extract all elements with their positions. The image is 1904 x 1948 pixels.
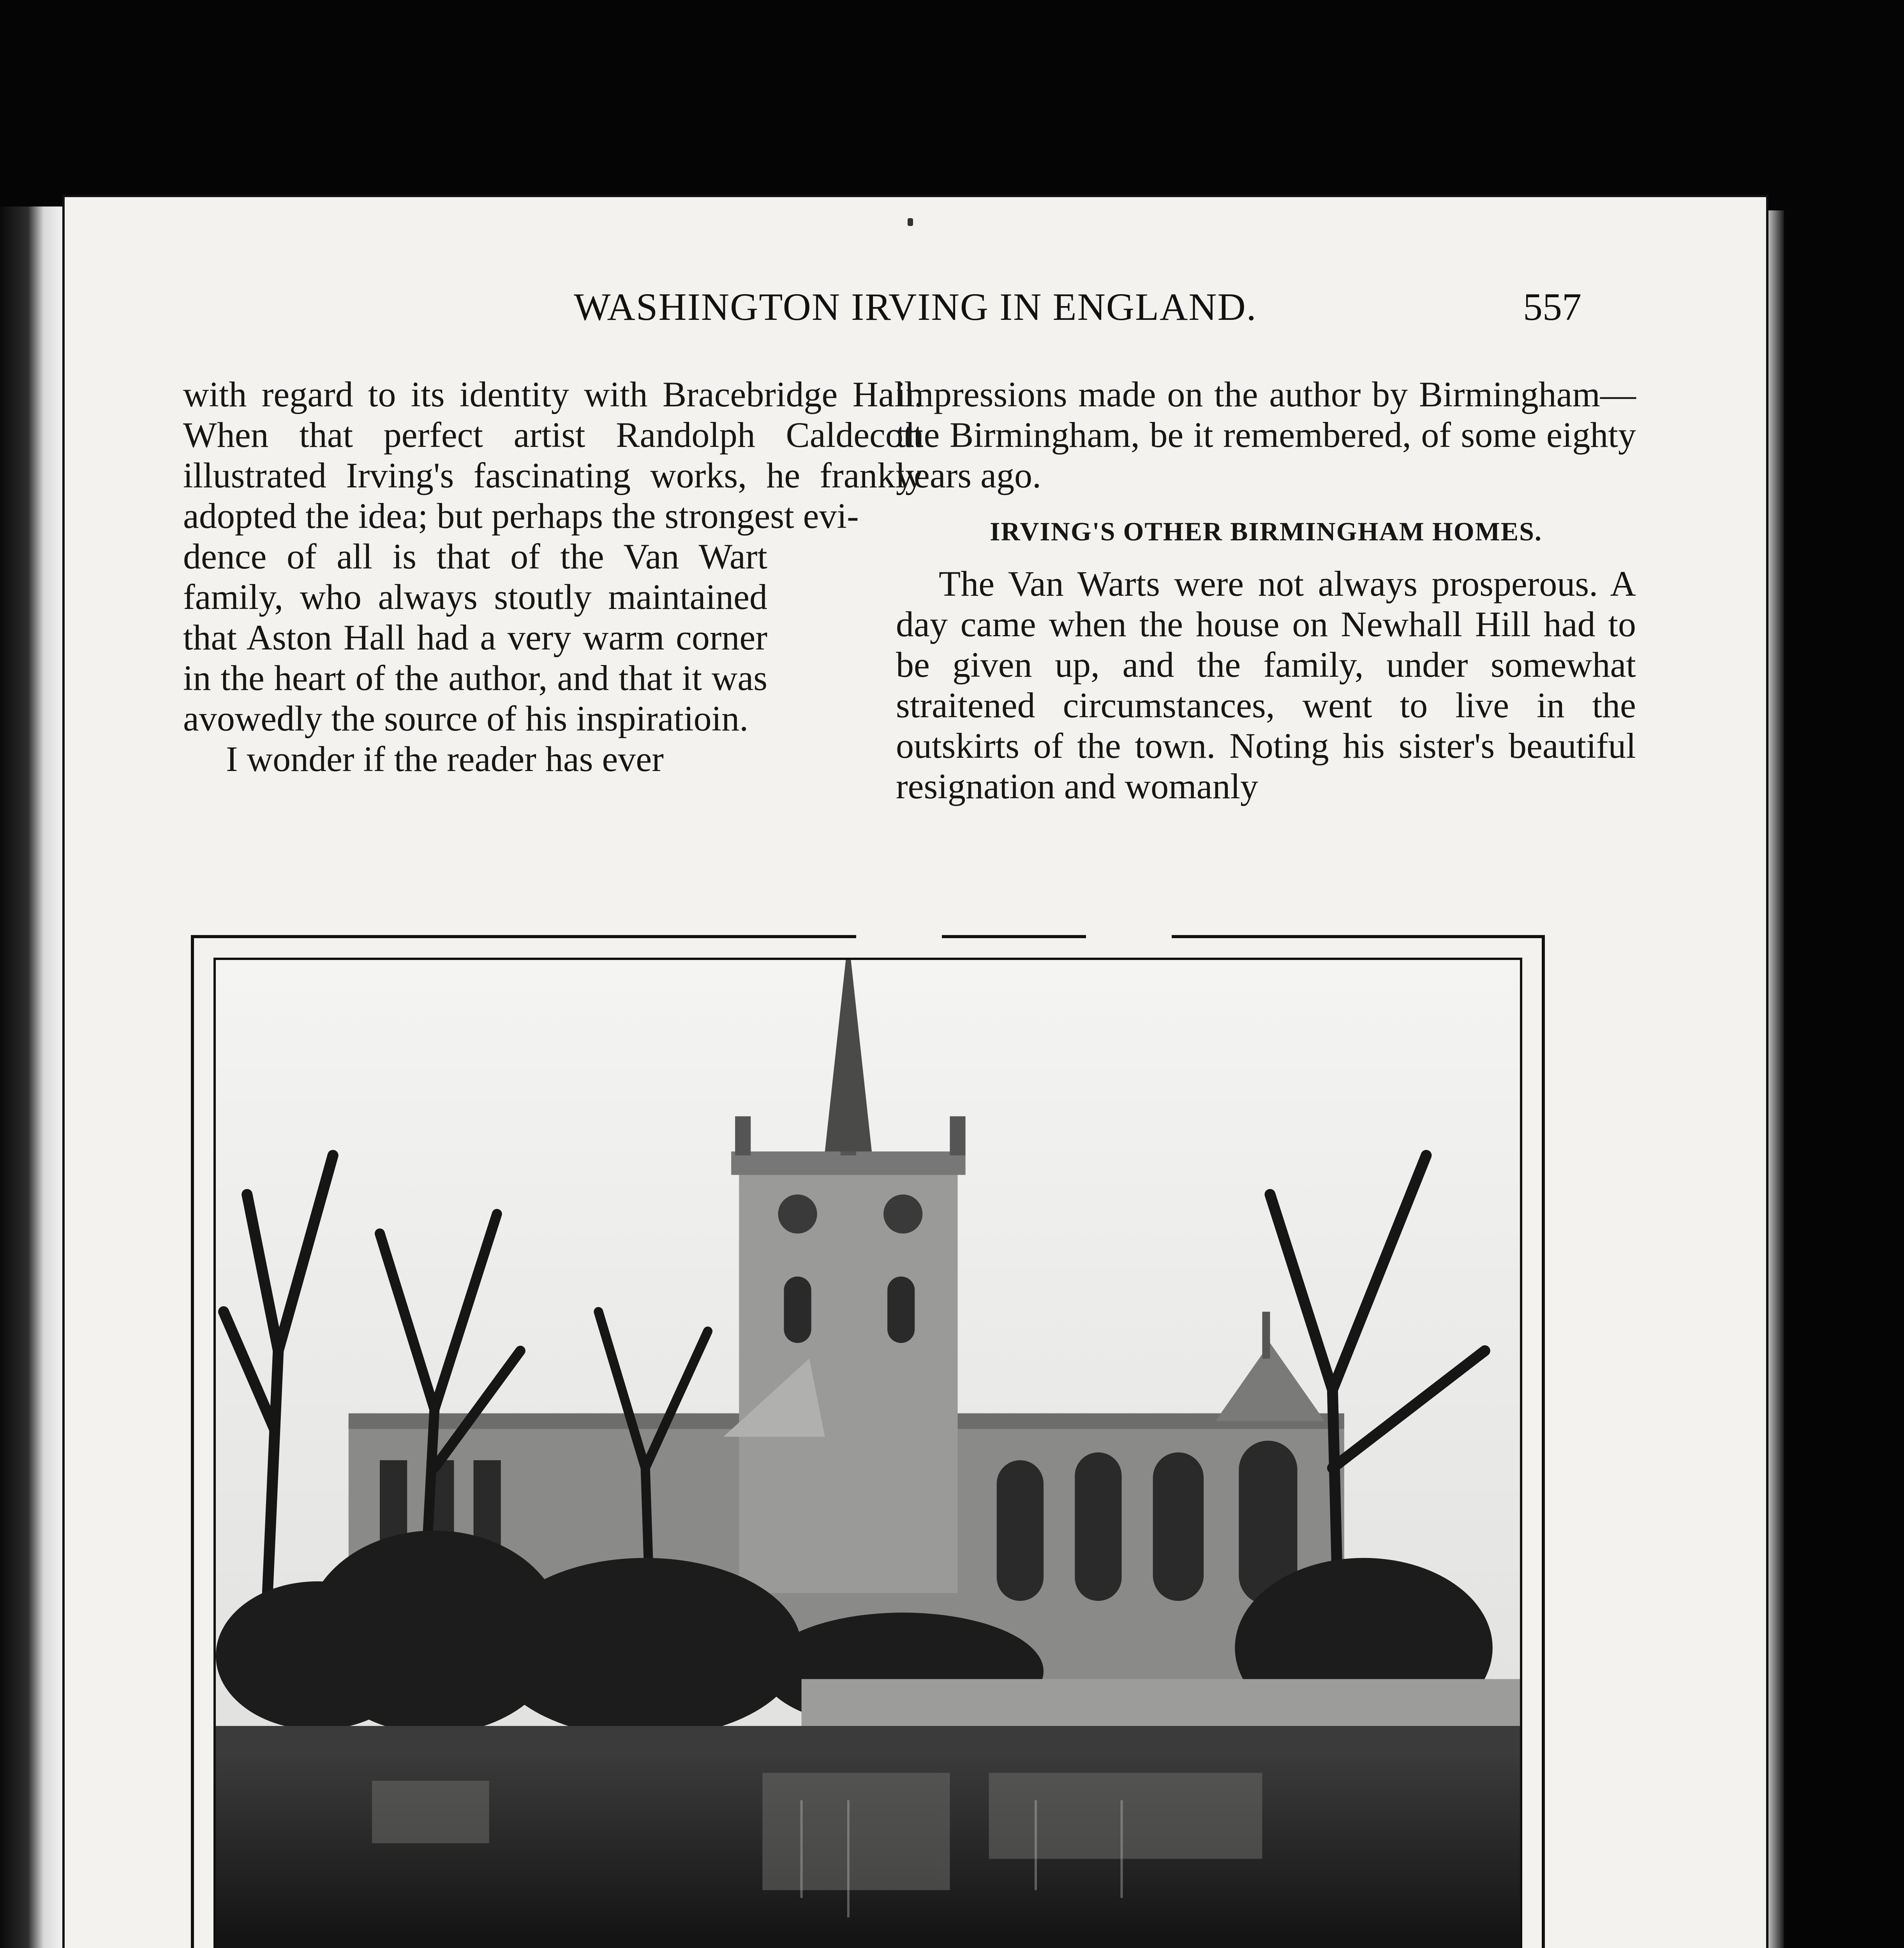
column-right-top (896, 374, 1636, 806)
running-head: WASHINGTON IRVING IN ENGLAND. (574, 285, 1257, 328)
page-speck (908, 218, 913, 226)
frame-break (856, 930, 942, 962)
paragraph: I wonder if the reader has ever (226, 739, 664, 779)
paragraph: The Van Warts were not always prosperous. A day came when the house on Newhall Hill had to be given up, and the family, under somewhat straitened circumstances, went to live in the outskirts of the town. Noting his sister's beautiful resignation and womanly (896, 564, 1636, 806)
church-photograph (216, 960, 1520, 1948)
paragraph: impressions made on the author by Birmingham—the Birmingham, be it remembered, of some eighty years ago. (896, 374, 1636, 495)
book-spine (0, 206, 62, 1948)
paragraph: with regard to its identity with Bracebridge Hall. When that perfect artist Randolph Caldecott illustrated Irving's fascinating works, he frankly adopted the idea; but perhaps the strongest evi- (183, 374, 923, 536)
column-left-top (183, 374, 923, 779)
page-number: 557 (1523, 285, 1581, 328)
book-page (62, 195, 1768, 1948)
photo-frame (213, 958, 1522, 1948)
photo-plate (191, 935, 1545, 1948)
paragraph: dence of all is that of the Van Wart family, who always stoutly maintained that Aston Hall had a very warm corner in the heart of the author, and that it was avowedly the source of his inspiratioin. (183, 536, 767, 738)
page-edge (1768, 210, 1784, 1948)
section-subhead: IRVING'S OTHER BIRMINGHAM HOMES. (990, 517, 1542, 546)
frame-break (1086, 930, 1172, 962)
